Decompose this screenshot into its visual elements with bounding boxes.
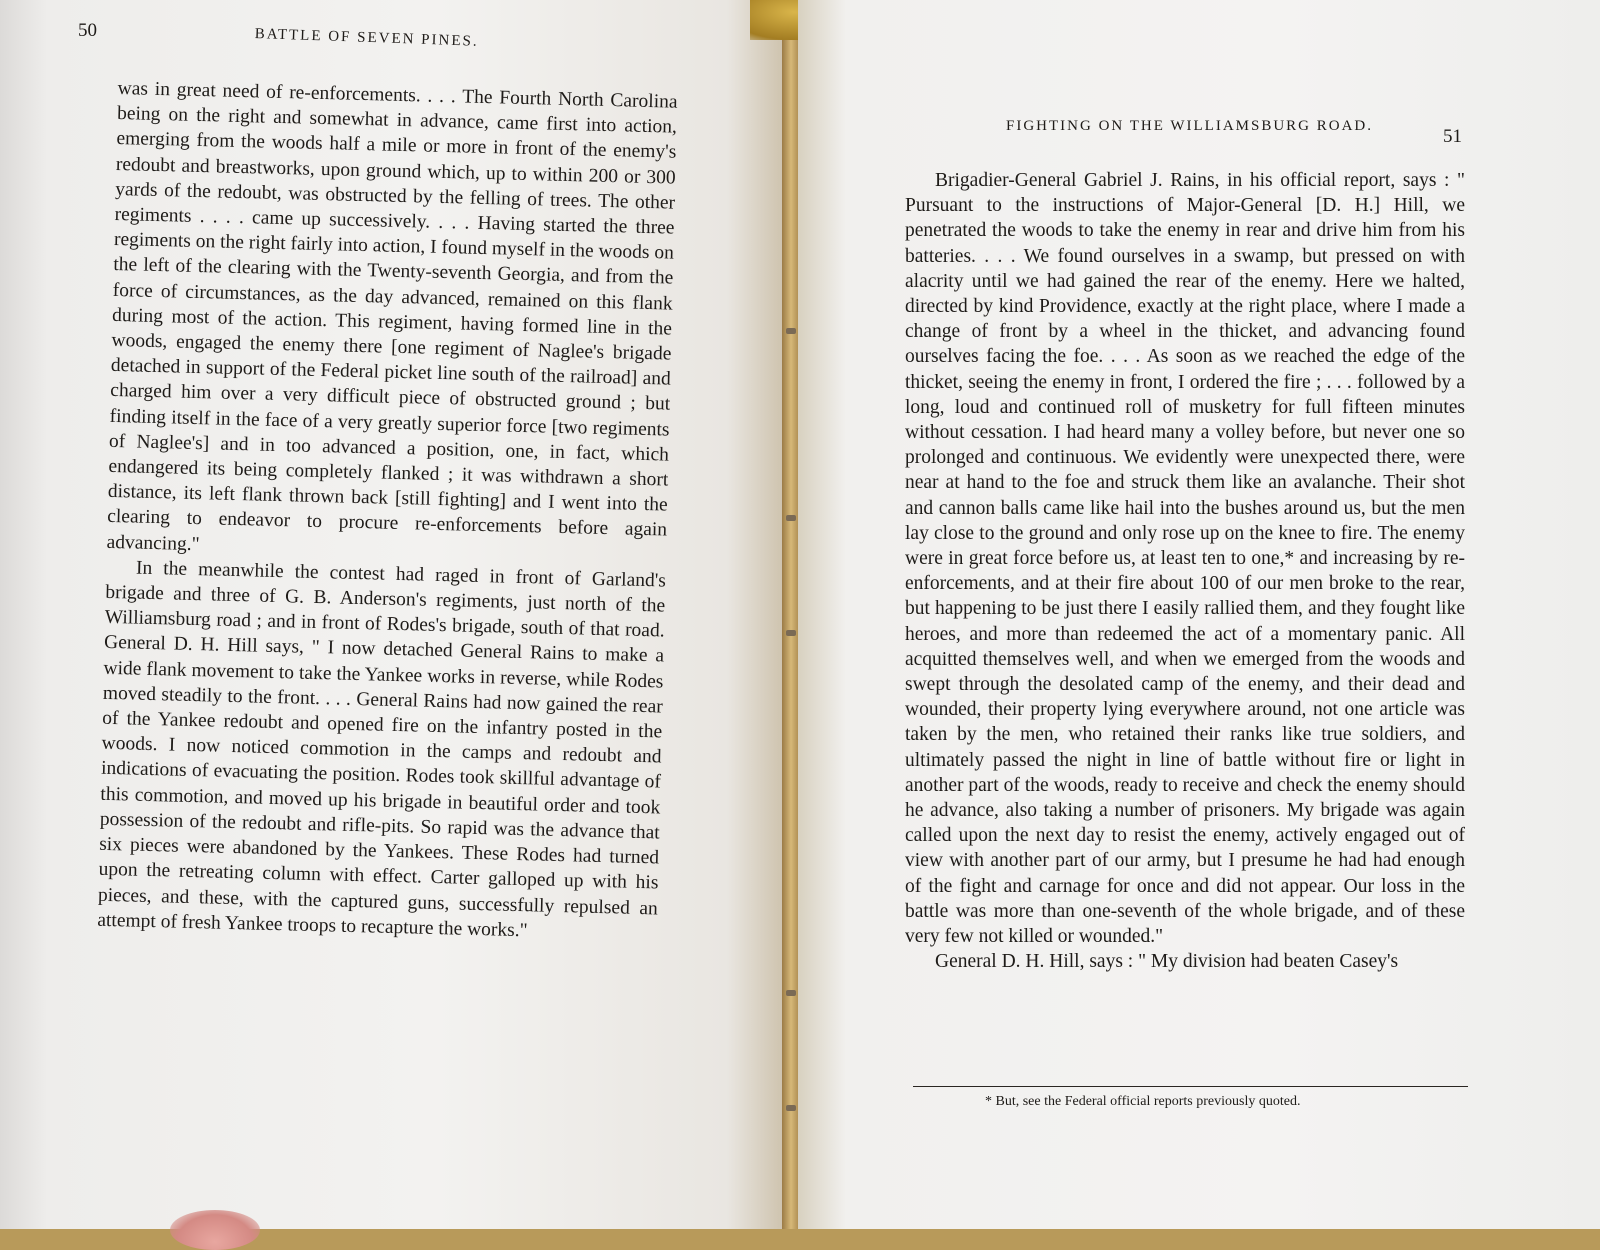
footnote-rule — [913, 1086, 1468, 1087]
running-head-left: BATTLE OF SEVEN PINES. — [254, 26, 479, 50]
binding-thread — [786, 990, 796, 996]
binding-thread — [786, 515, 796, 521]
running-head-right: FIGHTING ON THE WILLIAMSBURG ROAD. — [1006, 118, 1374, 134]
right-page-body — [905, 168, 1465, 975]
thumb — [170, 1210, 260, 1250]
right-paragraph-1: Brigadier-General Gabriel J. Rains, in his official report, says : " Pursuant to the instructions of Major-General [D. H.] Hill, we penetrated the woods to take the enemy in rear and drive him from his batteries. . . . We found ourselves in a swamp, but pressed on with alacrity until we had gained the rear of the enemy. Here we halted, directed by kind Providence, exactly at the right place, where I made a change of front by a wheel in the thicket, and advancing found ourselves facing the foe. . . . As soon as we reached the edge of the thicket, seeing the enemy in front, I ordered the fire ; . . . followed by a long, loud and continued roll of musketry for full fifteen minutes without cessation. I had heard many a volley before, but never one so prolonged and continuous. We evidently were unexpected there, were near at hand to the foe and struck them like an avalanche. Their shot and cannon balls came like hail into the bushes around us, but the men lay close to the ground and only rose up on the knee to fire. The enemy were in great force before us, at least ten to one,* and increasing by re-enforcements, and at their fire about 100 of our men broke to the rear, but happening to be just there I easily rallied them, and they fought like heroes, and more than redeemed the act of a momentary panic. All acquitted themselves well, and when we emerged from the woods and swept through the desolated camp of the enemy, and their dead and wounded, their property lying everywhere around, not one article was taken by the men, who retained their ranks like true soldiers, and ultimately passed the night in line of battle without fire or light in another part of the woods, ready to receive and check the enemy should he advance, also taking a number of prisoners. My brigade was again called upon the next day to resist the enemy, actively engaged out of view with another part of our army, but I presume he had had enough of the fight and carnage for once and did not appear. Our loss in the battle was more than one-seventh of the whole brigade, and of these very few not killed or wounded." — [905, 170, 1465, 948]
footnote: * But, see the Federal official reports previously quoted. — [985, 1094, 1301, 1109]
binding-thread — [786, 328, 796, 334]
page-number-right: 51 — [1443, 126, 1462, 147]
left-paragraph-2: In the meanwhile the contest had raged in front of Garland's brigade and three of G. B. Anderson's regiments, just north of the Williamsburg road ; and in front of Rodes's brigade, south of that road. General D. H. Hill says, " I now detached General Rains to make a wide flank movement to take the Yankee works in reverse, while Rodes moved steadily to the front. . . . General Rains had now gained the rear of the Yankee redoubt and opened fire on the infantry posted in the woods. I now noticed commotion in the camps and redoubt and indications of evacuating the position. Rodes took skillful advantage of this commotion, and moved up his brigade in beautiful order and took possession of the redoubt and rifle-pits. So rapid was the advance that six pieces were abandoned by the Yankees. These Rodes had turned upon the retreating column with effect. Carter galloped up with his pieces, and these, with the captured guns, successfully repulsed an attempt of fresh Yankee troops to recapture the works." — [97, 557, 667, 941]
binding-thread — [786, 1105, 796, 1111]
left-page — [0, 0, 790, 1229]
left-page-body — [97, 76, 678, 946]
page-number-left: 50 — [78, 20, 97, 41]
right-paragraph-2: General D. H. Hill, says : " My division had beaten Casey's — [935, 951, 1399, 973]
left-paragraph-1: was in great need of re-enforcements. . . . The Fourth North Carolina being on the right and somewhat in advance, came first into action, emerging from the woods half a mile or more in front of the enemy's redoubt and breastworks, upon ground which, up to within 200 or 300 yards of the redoubt, was obstructed by the felling of trees. The other regiments . . . . came up successively. . . . Having started the three regiments on the right fairly into action, I found myself in the woods on the left of the clearing with the Twenty-seventh Georgia, and from the force of circumstances, as the day advanced, remained on this flank during most of the action. This regiment, having formed line in the woods, engaged the enemy there [one regiment of Naglee's brigade detached in support of the Federal picket line south of the railroad] and charged him over a very difficult piece of obstructed ground ; but finding itself in the face of a very greatly superior force [two regiments of Naglee's] and in too advanced a position, one, in fact, which endangered its being completely flanked ; it was withdrawn a short distance, its left flank thrown back [still fighting] and I went into the clearing to endeavor to procure re-enforcements before again advancing." — [106, 77, 678, 555]
binding-thread — [786, 630, 796, 636]
